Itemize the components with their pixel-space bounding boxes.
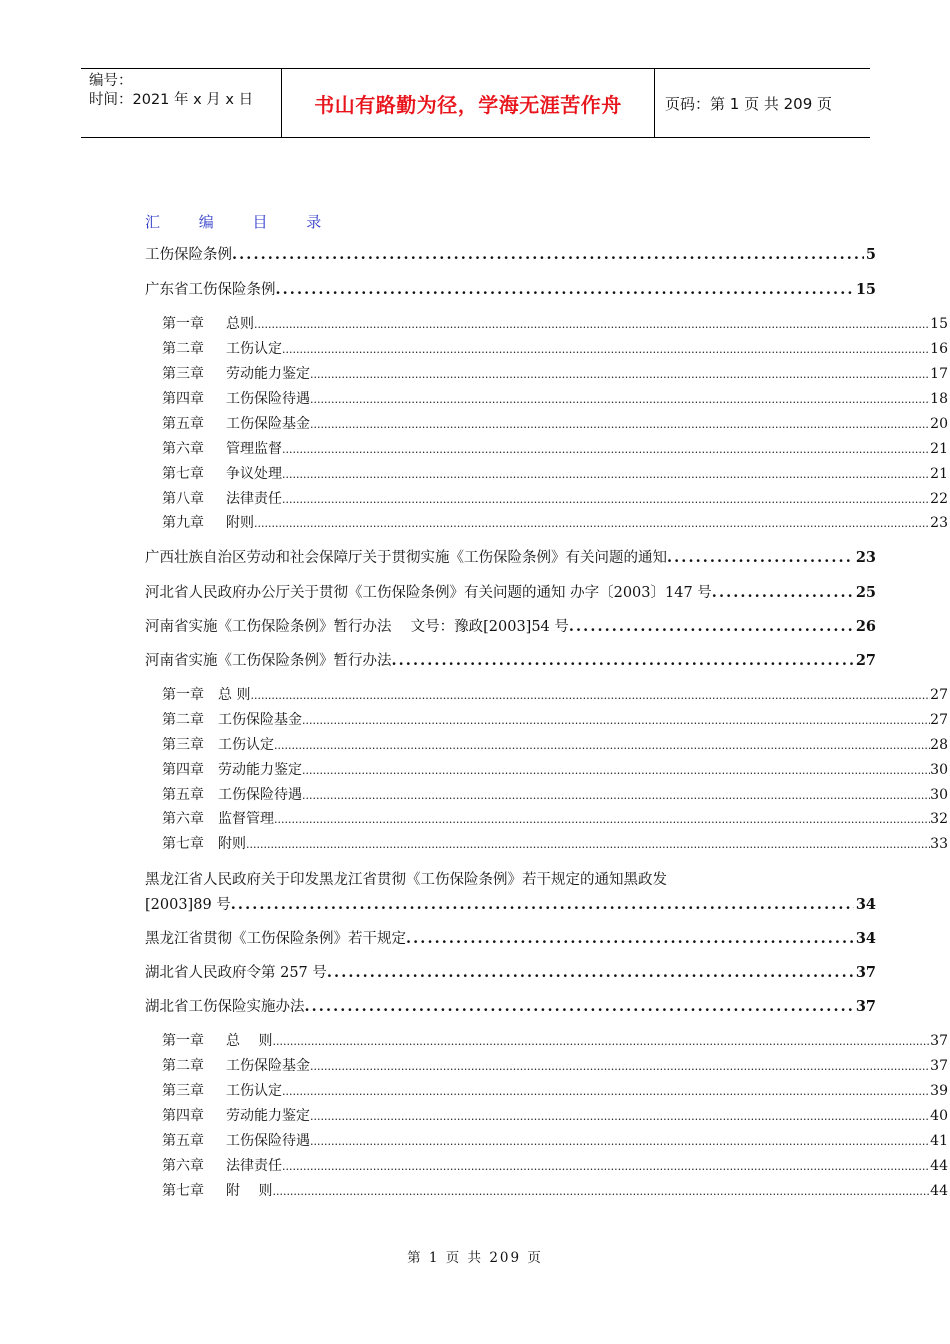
chapter-name: 工伤保险待遇 [218, 787, 302, 803]
page-header [81, 68, 870, 138]
chapter-name: 工伤保险基金 [218, 712, 302, 728]
chapter-page: 40 [930, 1108, 948, 1124]
header-page-number: 页码：第 1 页 共 209 页 [665, 94, 833, 113]
toc-chapter-entry[interactable] [162, 1130, 948, 1152]
chapter-page: 30 [930, 762, 948, 778]
toc-entry-page: 15 [855, 281, 876, 298]
toc-leader-dots [276, 279, 854, 301]
toc-chapter-entry[interactable] [162, 1080, 948, 1102]
toc-chapter-entry[interactable] [162, 709, 948, 731]
chapter-number: 第八章 [162, 491, 204, 507]
header-meta [81, 69, 282, 137]
toc-entry-title: 河南省实施《工伤保险条例》暂行办法 [145, 653, 392, 669]
toc-entry[interactable] [145, 547, 876, 569]
toc-entry-title: 广东省工伤保险条例 [145, 282, 276, 298]
chapter-number: 第六章 [162, 1158, 204, 1174]
toc-entry[interactable] [145, 928, 876, 950]
toc-entry-page: 5 [865, 246, 876, 263]
chapter-name: 劳动能力鉴定 [226, 1108, 310, 1124]
toc-entry-title: [2003]89 号 [145, 897, 231, 913]
toc-chapter-entry[interactable] [162, 413, 948, 435]
toc-entry-page: 27 [855, 652, 876, 669]
chapter-number: 第一章 [162, 687, 204, 703]
toc-entry-title: 湖北省人民政府令第 257 号 [145, 965, 327, 981]
chapter-name: 管理监督 [226, 441, 282, 457]
chapter-page: 28 [930, 737, 948, 753]
toc-chapter-entry[interactable] [162, 363, 948, 385]
toc-leader-dots [232, 244, 864, 266]
toc-entry-page: 26 [855, 618, 876, 635]
chapter-name: 总 则 [218, 687, 251, 703]
chapter-number: 第六章 [162, 811, 204, 827]
chapter-name: 附 则 [226, 1183, 273, 1199]
toc-chapter-entry[interactable] [162, 833, 948, 855]
chapter-page: 27 [930, 687, 948, 703]
toc-leader-dots [272, 1031, 930, 1052]
toc-leader-dots [282, 464, 930, 485]
chapter-name: 工伤保险待遇 [226, 391, 310, 407]
toc-chapter-entry[interactable] [162, 684, 948, 706]
chapter-name: 争议处理 [226, 466, 282, 482]
chapter-number: 第五章 [162, 1133, 204, 1149]
toc-entry-title: 湖北省工伤保险实施办法 [145, 999, 305, 1015]
toc-leader-dots [310, 389, 930, 410]
toc-chapter-entry[interactable] [162, 1030, 948, 1052]
toc-entry-title: 河南省实施《工伤保险条例》暂行办法 文号：豫政[2003]54 号 [145, 619, 569, 635]
toc-leader-dots [406, 928, 854, 950]
toc-leader-dots [282, 1081, 930, 1102]
chapter-number: 第三章 [162, 366, 204, 382]
toc-chapter-entry[interactable] [162, 759, 948, 781]
chapter-name: 工伤认定 [226, 341, 282, 357]
chapter-page: 18 [930, 391, 948, 407]
chapter-number: 第二章 [162, 341, 204, 357]
toc-entry[interactable] [145, 616, 876, 638]
toc-chapter-entry[interactable] [162, 463, 948, 485]
toc-leader-dots [274, 735, 930, 756]
chapter-name: 总则 [226, 316, 254, 332]
chapter-number: 第三章 [162, 737, 204, 753]
toc-chapter-entry[interactable] [162, 1055, 948, 1077]
chapter-page: 44 [930, 1183, 948, 1199]
toc-entry-page: 34 [855, 896, 876, 913]
chapter-page: 32 [930, 811, 948, 827]
chapter-name: 工伤认定 [226, 1083, 282, 1099]
chapter-number: 第九章 [162, 515, 204, 531]
toc-entry[interactable] [145, 244, 876, 266]
toc-leader-dots [282, 439, 930, 460]
document-date: 时间：2021 年 x 月 x 日 [89, 92, 254, 108]
chapter-page: 39 [930, 1083, 948, 1099]
toc-chapter-entry[interactable] [162, 438, 948, 460]
chapter-page: 21 [930, 441, 948, 457]
chapter-number: 第五章 [162, 787, 204, 803]
chapter-name: 附则 [226, 515, 254, 531]
toc-entry-title: 黑龙江省贯彻《工伤保险条例》若干规定 [145, 931, 406, 947]
toc-entry-title-line1: 黑龙江省人民政府关于印发黑龙江省贯彻《工伤保险条例》若干规定的通知黑政发 [145, 872, 667, 888]
chapter-number: 第三章 [162, 1083, 204, 1099]
chapter-page: 21 [930, 466, 948, 482]
chapter-name: 工伤保险待遇 [226, 1133, 310, 1149]
toc-leader-dots [302, 785, 930, 806]
toc-entry-page: 34 [855, 930, 876, 947]
chapter-name: 法律责任 [226, 491, 282, 507]
toc-leader-dots [569, 616, 854, 638]
chapter-name: 法律责任 [226, 1158, 282, 1174]
toc-leader-dots [282, 489, 930, 510]
toc-leader-dots [282, 339, 930, 360]
page-footer: 第 1 页 共 209 页 [407, 1250, 543, 1266]
toc-leader-dots [310, 1056, 930, 1077]
chapter-page: 17 [930, 366, 948, 382]
toc-leader-dots [302, 710, 930, 731]
chapter-number: 第二章 [162, 1058, 204, 1074]
toc-leader-dots [392, 650, 854, 672]
chapter-page: 20 [930, 416, 948, 432]
chapter-number: 第五章 [162, 416, 204, 432]
toc-entry[interactable] [145, 582, 876, 604]
toc-leader-dots [302, 760, 930, 781]
toc-leader-dots [310, 1131, 930, 1152]
toc-entry[interactable] [145, 279, 876, 301]
toc-entry-title: 广西壮族自治区劳动和社会保障厅关于贯彻实施《工伤保险条例》有关问题的通知 [145, 550, 667, 566]
toc-entry-page: 37 [855, 964, 876, 981]
chapter-page: 30 [930, 787, 948, 803]
toc-chapter-entry[interactable] [162, 488, 948, 510]
toc-leader-dots [231, 894, 854, 916]
chapter-name: 劳动能力鉴定 [226, 366, 310, 382]
toc-entry[interactable] [145, 962, 876, 984]
toc-chapter-entry[interactable] [162, 784, 948, 806]
toc-chapter-entry[interactable] [162, 338, 948, 360]
toc-entry-page: 23 [855, 549, 876, 566]
toc-entry-page: 37 [855, 998, 876, 1015]
toc-entry-title: 工伤保险条例 [145, 247, 232, 263]
toc-chapter-entry[interactable] [162, 388, 948, 410]
chapter-page: 27 [930, 712, 948, 728]
toc-entry-page: 25 [855, 584, 876, 601]
header-motto: 书山有路勤为径，学海无涯苦作舟 [282, 69, 655, 137]
chapter-number: 第四章 [162, 391, 204, 407]
toc-leader-dots [250, 685, 930, 706]
toc-chapter-entry[interactable] [162, 734, 948, 756]
chapter-page: 44 [930, 1158, 948, 1174]
toc-leader-dots [712, 582, 854, 604]
chapter-page: 15 [930, 316, 948, 332]
chapter-name: 总 则 [226, 1033, 273, 1049]
chapter-page: 22 [930, 491, 948, 507]
chapter-page: 37 [930, 1033, 948, 1049]
toc-leader-dots [310, 364, 930, 385]
document-number-label: 编号： [89, 73, 133, 89]
chapter-name: 附则 [218, 836, 246, 852]
chapter-number: 第二章 [162, 712, 204, 728]
toc-leader-dots [254, 314, 930, 335]
chapter-page: 16 [930, 341, 948, 357]
toc-leader-dots [254, 513, 930, 534]
chapter-number: 第四章 [162, 762, 204, 778]
chapter-name: 工伤认定 [218, 737, 274, 753]
toc-chapter-entry[interactable] [162, 1155, 948, 1177]
chapter-number: 第六章 [162, 441, 204, 457]
toc-entry[interactable] [145, 650, 876, 672]
toc-leader-dots [305, 996, 854, 1018]
chapter-name: 工伤保险基金 [226, 1058, 310, 1074]
chapter-page: 41 [930, 1133, 948, 1149]
toc-entry[interactable] [145, 996, 876, 1018]
toc-chapter-entry[interactable] [162, 1180, 948, 1202]
toc-leader-dots [667, 547, 854, 569]
toc-leader-dots [310, 1106, 930, 1127]
chapter-number: 第七章 [162, 836, 204, 852]
chapter-name: 监督管理 [218, 811, 274, 827]
chapter-page: 37 [930, 1058, 948, 1074]
toc-leader-dots [327, 962, 854, 984]
chapter-number: 第一章 [162, 1033, 204, 1049]
toc-leader-dots [310, 414, 930, 435]
toc-chapter-entry[interactable] [162, 313, 948, 335]
chapter-number: 第七章 [162, 466, 204, 482]
toc-entry-title: 河北省人民政府办公厅关于贯彻《工伤保险条例》有关问题的通知 办字〔2003〕147 号 [145, 585, 712, 601]
toc-leader-dots [274, 809, 930, 830]
chapter-number: 第四章 [162, 1108, 204, 1124]
toc-entry[interactable] [145, 894, 876, 916]
chapter-name: 工伤保险基金 [226, 416, 310, 432]
toc-leader-dots [282, 1156, 930, 1177]
chapter-page: 33 [930, 836, 948, 852]
toc-title: 汇 编 目 录 [145, 213, 339, 231]
toc-chapter-entry[interactable] [162, 808, 948, 830]
toc-chapter-entry[interactable] [162, 1105, 948, 1127]
chapter-number: 第一章 [162, 316, 204, 332]
chapter-page: 23 [930, 515, 948, 531]
chapter-name: 劳动能力鉴定 [218, 762, 302, 778]
chapter-number: 第七章 [162, 1183, 204, 1199]
toc-leader-dots [272, 1181, 930, 1202]
toc-chapter-entry[interactable] [162, 512, 948, 534]
toc-leader-dots [246, 834, 930, 855]
